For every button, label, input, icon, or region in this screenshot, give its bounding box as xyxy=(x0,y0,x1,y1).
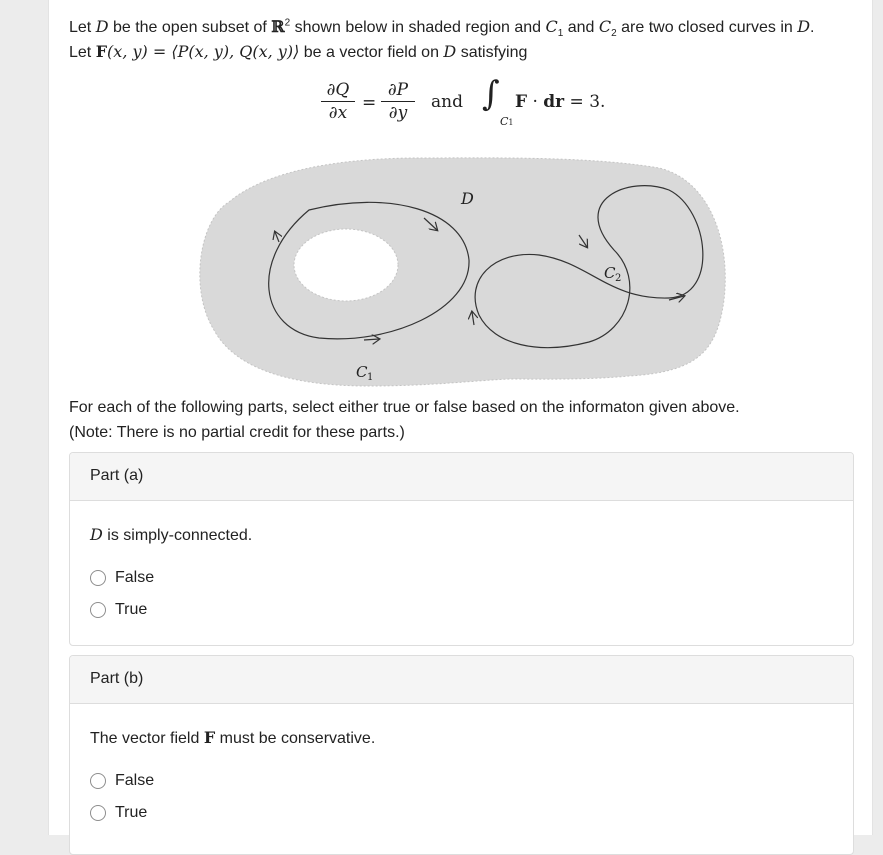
math-R: ℝ xyxy=(271,17,285,36)
text: satisfying xyxy=(456,44,528,61)
hole xyxy=(294,229,398,301)
part-a-header: Part (a) xyxy=(70,453,853,501)
radio-button[interactable] xyxy=(90,570,106,586)
radio-button[interactable] xyxy=(90,805,106,821)
label-C2: C xyxy=(604,264,616,282)
option-label: False xyxy=(115,772,155,789)
text: and xyxy=(563,19,599,36)
numerator: ∂Q xyxy=(321,80,355,102)
part-a-option-false[interactable] xyxy=(90,569,154,587)
prompt-text: The vector field xyxy=(90,730,204,747)
text: Let xyxy=(69,44,96,61)
label-C2-sub: 2 xyxy=(615,273,622,284)
instructions-line-1: For each of the following parts, select either true or false based on the informaton given above. xyxy=(69,399,740,416)
part-b-option-true[interactable] xyxy=(90,804,147,822)
dot: · xyxy=(532,92,538,112)
option-label: True xyxy=(115,804,148,821)
part-a-option-true[interactable] xyxy=(90,601,147,619)
region-figure xyxy=(69,150,854,390)
fraction-dPdy xyxy=(381,80,415,123)
math-F: F xyxy=(203,728,216,747)
text: shown below in shaded region and xyxy=(290,19,546,36)
integral-sign: ∫ xyxy=(482,74,500,114)
part-b-option-false[interactable] xyxy=(90,772,154,790)
math-D: D xyxy=(90,525,103,544)
math-sub: 1 xyxy=(557,28,564,40)
option-label: True xyxy=(115,601,148,618)
prompt-text: must be conservative. xyxy=(215,730,376,747)
text: be the open subset of xyxy=(108,19,272,36)
prompt-text: is simply-connected. xyxy=(102,527,253,544)
page xyxy=(48,0,873,835)
math-F: F xyxy=(515,92,528,112)
math-dr: dr xyxy=(543,92,565,112)
label-C1: C xyxy=(356,363,368,381)
math-sup: 2 xyxy=(284,17,291,29)
part-a-prompt xyxy=(90,525,252,545)
intro-line-1 xyxy=(69,17,815,39)
math-C1: C xyxy=(545,17,558,36)
integral-subscript xyxy=(500,115,514,128)
text: . xyxy=(810,19,815,36)
label-C1-sub: 1 xyxy=(367,372,374,383)
text: are two closed curves in xyxy=(616,19,798,36)
radio-button[interactable] xyxy=(90,602,106,618)
instructions-line-2: (Note: There is no partial credit for these parts.) xyxy=(69,424,405,441)
math-C: C xyxy=(500,115,509,128)
math-D: D xyxy=(797,17,811,36)
label-D: D xyxy=(461,189,474,208)
rhs: = 3. xyxy=(569,92,606,112)
text: Let xyxy=(69,19,96,36)
part-b-card xyxy=(69,655,854,855)
math-args: (x, y) = ⟨P(x, y), Q(x, y)⟩ xyxy=(107,42,300,61)
math-D: D xyxy=(95,17,109,36)
part-b-prompt xyxy=(90,728,375,748)
and-text: and xyxy=(431,92,463,112)
option-label: False xyxy=(115,569,155,586)
integrand xyxy=(515,92,605,112)
math-sub: 1 xyxy=(508,118,514,127)
math-sub: 2 xyxy=(611,28,617,40)
math-C2: C xyxy=(598,17,612,36)
radio-button[interactable] xyxy=(90,773,106,789)
part-b-header: Part (b) xyxy=(70,656,853,704)
numerator: ∂P xyxy=(381,80,415,102)
denominator: ∂x xyxy=(328,103,348,123)
equals-sign: = xyxy=(362,93,377,113)
math-F: F xyxy=(95,42,108,61)
intro-line-2 xyxy=(69,42,527,62)
fraction-dQdx xyxy=(321,80,355,123)
part-a-card xyxy=(69,452,854,646)
text: be a vector field on xyxy=(299,44,444,61)
denominator: ∂y xyxy=(388,103,408,123)
math-D: D xyxy=(443,42,457,61)
